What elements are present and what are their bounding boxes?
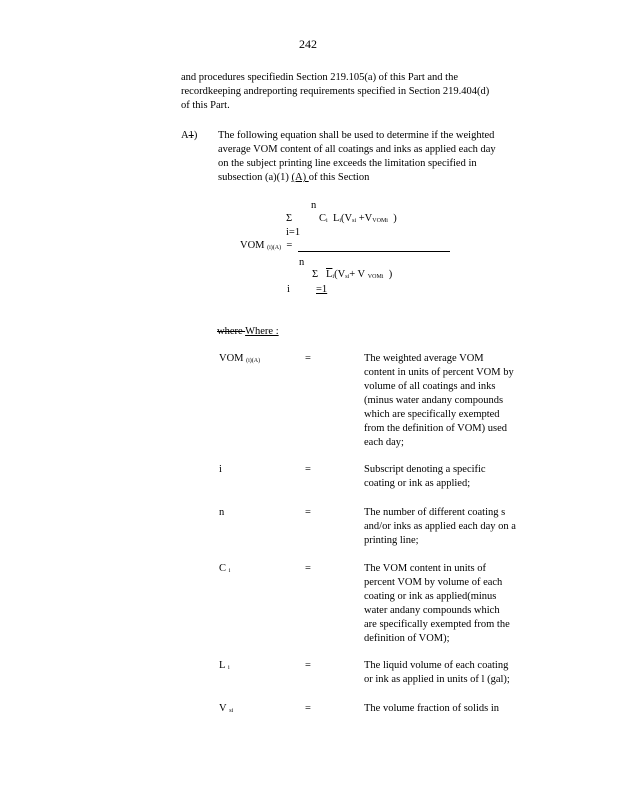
den-l: $\overline{L}$ [326, 269, 333, 280]
desc-line: which are specifically exempted [364, 409, 500, 420]
definition-description [364, 702, 544, 716]
den-paren-close: ) [388, 269, 393, 280]
section-line-last-underlined: (A) [291, 172, 309, 183]
num-plus: +V [358, 213, 373, 224]
desc-line: The VOM content in units of [364, 563, 487, 574]
section-line-last-suffix: of this Section [308, 172, 370, 183]
definition-term [219, 562, 230, 578]
intro-line: of this Part. [181, 100, 230, 111]
desc-line: percent VOM by volume of each [364, 577, 503, 588]
desc-line: (minus water andany compounds [364, 395, 504, 406]
where-label [217, 325, 279, 339]
page-number: 242 [299, 37, 317, 51]
desc-line: The volume fraction of solids in [364, 703, 500, 714]
where-struck: where [217, 326, 246, 337]
term-text: C [219, 563, 227, 574]
denominator-lower-i: i [287, 284, 290, 295]
term-sub: i [228, 665, 230, 671]
term-text: n [219, 507, 225, 518]
num-paren-open: (V [341, 213, 353, 224]
desc-line: volume of all coatings and inks [364, 381, 496, 392]
definition-equals: = [305, 660, 311, 671]
desc-line: and/or inks as applied each day on a [364, 521, 516, 532]
num-paren-close: ) [393, 213, 397, 224]
term-sub: (i)(A) [246, 358, 261, 364]
section-paragraph [218, 129, 496, 185]
definition-equals: = [305, 703, 311, 714]
numerator-terms [319, 212, 397, 228]
intro-line: recordkeeping andreporting requirements specified in Section 219.404(d) [181, 86, 490, 97]
desc-line: from the definition of VOM) used [364, 423, 507, 434]
definition-description [364, 506, 544, 548]
term-text: i [219, 464, 222, 475]
definition-term [219, 463, 222, 477]
num-l: L [332, 213, 340, 224]
section-label-prefix: A [181, 130, 189, 141]
definition-term [219, 702, 233, 718]
desc-line: coating or ink as applied; [364, 478, 471, 489]
term-sub: i [228, 568, 231, 574]
equation-lhs [240, 239, 292, 255]
den-sigma: Σ [312, 269, 319, 280]
desc-line: The liquid volume of each coating [364, 660, 509, 671]
desc-line: content in units of percent VOM by [364, 367, 514, 378]
section-line: average VOM content of all coatings and inks as applied each day [218, 144, 496, 155]
section-line: The following equation shall be used to determine if the weighted [218, 130, 495, 141]
desc-line: definition of VOM); [364, 633, 450, 644]
term-text: L [219, 660, 226, 671]
section-label [181, 129, 197, 143]
desc-line: coating or ink as applied(minus [364, 591, 497, 602]
numerator-upper-limit: n [311, 200, 317, 211]
desc-line: are specifically exempted from the [364, 619, 510, 630]
desc-line: Subscript denoting a specific [364, 464, 486, 475]
num-vvom-sub: VOMi [372, 218, 388, 224]
intro-line: and procedures specifiedin Section 219.105(a) of this Part and the [181, 72, 459, 83]
den-vvom-sub: VOMi [367, 274, 384, 280]
definition-description [364, 659, 544, 687]
definition-term [219, 506, 224, 520]
lhs-equals: = [286, 240, 293, 251]
where-text: Where : [245, 326, 279, 337]
numerator-sigma: Σ [286, 213, 293, 224]
numerator-lower-limit: i=1 [286, 227, 301, 238]
section-label-struck: 1 [188, 130, 194, 141]
term-sub: si [229, 708, 234, 714]
desc-line: each day; [364, 437, 404, 448]
denominator-upper-limit: n [299, 257, 305, 268]
lhs-sub: (i)(A) [267, 245, 282, 251]
term-text: V [219, 703, 227, 714]
intro-paragraph [181, 71, 489, 113]
definition-description [364, 562, 544, 646]
den-plus: + V [349, 269, 366, 280]
definition-equals: = [305, 353, 311, 364]
definition-equals: = [305, 464, 311, 475]
definition-description [364, 352, 544, 450]
fraction-bar [298, 251, 450, 252]
desc-line: or ink as applied in units of l (gal); [364, 674, 510, 685]
denominator-terms [312, 268, 392, 284]
den-l-sub: i [332, 274, 335, 280]
definition-equals: = [305, 563, 311, 574]
definition-description [364, 463, 544, 491]
definition-equals: = [305, 507, 311, 518]
definition-term [219, 659, 230, 675]
desc-line: The weighted average VOM [364, 353, 484, 364]
num-c-sub: i [326, 218, 328, 224]
desc-line: The number of different coating s [364, 507, 506, 518]
num-c: C [319, 213, 327, 224]
den-vs-sub: si [345, 274, 350, 280]
section-line-last-prefix: subsection (a)(1) [218, 172, 292, 183]
section-line-last [218, 171, 496, 185]
lhs-vom: VOM [240, 240, 265, 251]
definition-term [219, 352, 260, 368]
section-label-suffix: ) [193, 130, 198, 141]
term-text: VOM [219, 353, 244, 364]
section-line: on the subject printing line exceeds the limitation specified in [218, 158, 477, 169]
desc-line: water andany compounds which [364, 605, 500, 616]
desc-line: printing line; [364, 535, 419, 546]
den-paren-open: (V [334, 269, 346, 280]
num-vs-sub: si [352, 218, 357, 224]
num-l-sub: i [339, 218, 342, 224]
denominator-lower-limit: =1 [316, 284, 328, 295]
